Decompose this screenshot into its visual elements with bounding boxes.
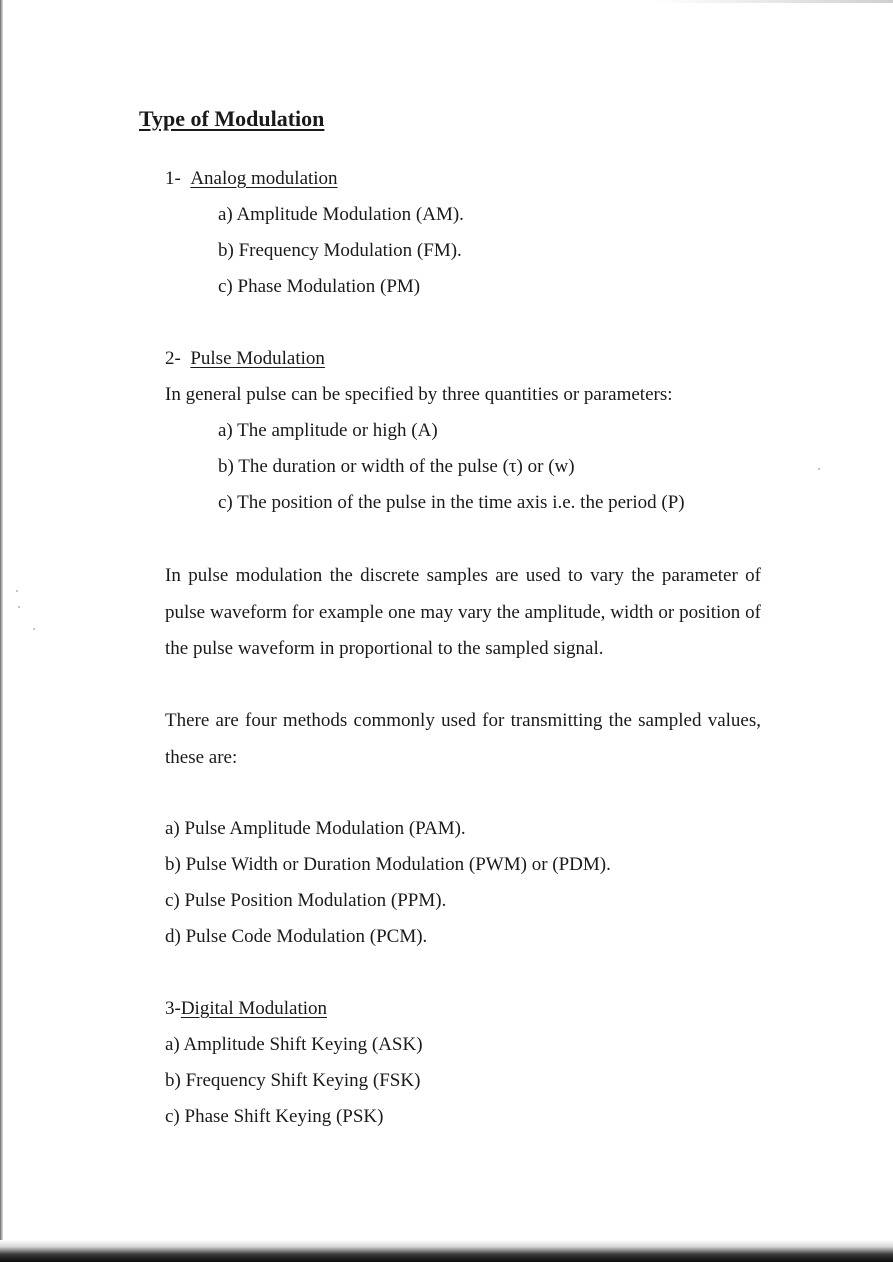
pulse-intro-text: In general pulse can be specified by three quantities or parameters: bbox=[165, 384, 673, 405]
page-title: Type of Modulation bbox=[139, 106, 325, 131]
list-item: c) Pulse Position Modulation (PPM). bbox=[165, 890, 447, 911]
list-item: b) Pulse Width or Duration Modulation (PWM) or (PDM). bbox=[165, 854, 611, 875]
section-number: 1- bbox=[165, 168, 181, 189]
list-item: b) Frequency Modulation (FM). bbox=[218, 240, 462, 261]
list-item: b) Frequency Shift Keying (FSK) bbox=[165, 1070, 421, 1091]
list-item: a) Pulse Amplitude Modulation (PAM). bbox=[165, 818, 466, 839]
list-item: a) Amplitude Modulation (AM). bbox=[218, 204, 464, 225]
scan-speck bbox=[33, 628, 35, 630]
list-item: a) The amplitude or high (A) bbox=[218, 420, 438, 441]
list-item: d) Pulse Code Modulation (PCM). bbox=[165, 926, 428, 947]
pulse-paragraph: In pulse modulation the discrete samples are used to vary the parameter of pulse waveform for example one may vary the amplitude, width or position of the pulse waveform in proportional to the sampled signal. bbox=[165, 565, 761, 659]
section-number: 2- bbox=[165, 348, 181, 369]
list-item: a) Amplitude Shift Keying (ASK) bbox=[165, 1034, 423, 1055]
section-heading-analog bbox=[165, 167, 338, 191]
list-item: c) Phase Modulation (PM) bbox=[218, 276, 421, 297]
section-heading-digital bbox=[165, 997, 327, 1021]
section-number: 3- bbox=[165, 998, 181, 1019]
list-item: b) The duration or width of the pulse (τ) or (w) bbox=[218, 456, 575, 477]
section-title: Analog modulation bbox=[190, 168, 338, 189]
section-heading-pulse bbox=[165, 347, 325, 371]
section-title: Pulse Modulation bbox=[190, 348, 325, 369]
scan-edge-top bbox=[653, 0, 893, 3]
scan-edge-bottom bbox=[0, 1240, 893, 1262]
list-item: c) Phase Shift Keying (PSK) bbox=[165, 1106, 384, 1127]
scan-speck bbox=[818, 468, 820, 470]
section-title: Digital Modulation bbox=[180, 998, 328, 1019]
list-item: c) The position of the pulse in the time axis i.e. the period (P) bbox=[218, 492, 685, 513]
scan-speck bbox=[16, 590, 18, 592]
scan-speck bbox=[18, 606, 20, 608]
pulse-paragraph: There are four methods commonly used for transmitting the sampled values, these are: bbox=[165, 710, 761, 768]
scan-edge-left bbox=[0, 0, 3, 1262]
